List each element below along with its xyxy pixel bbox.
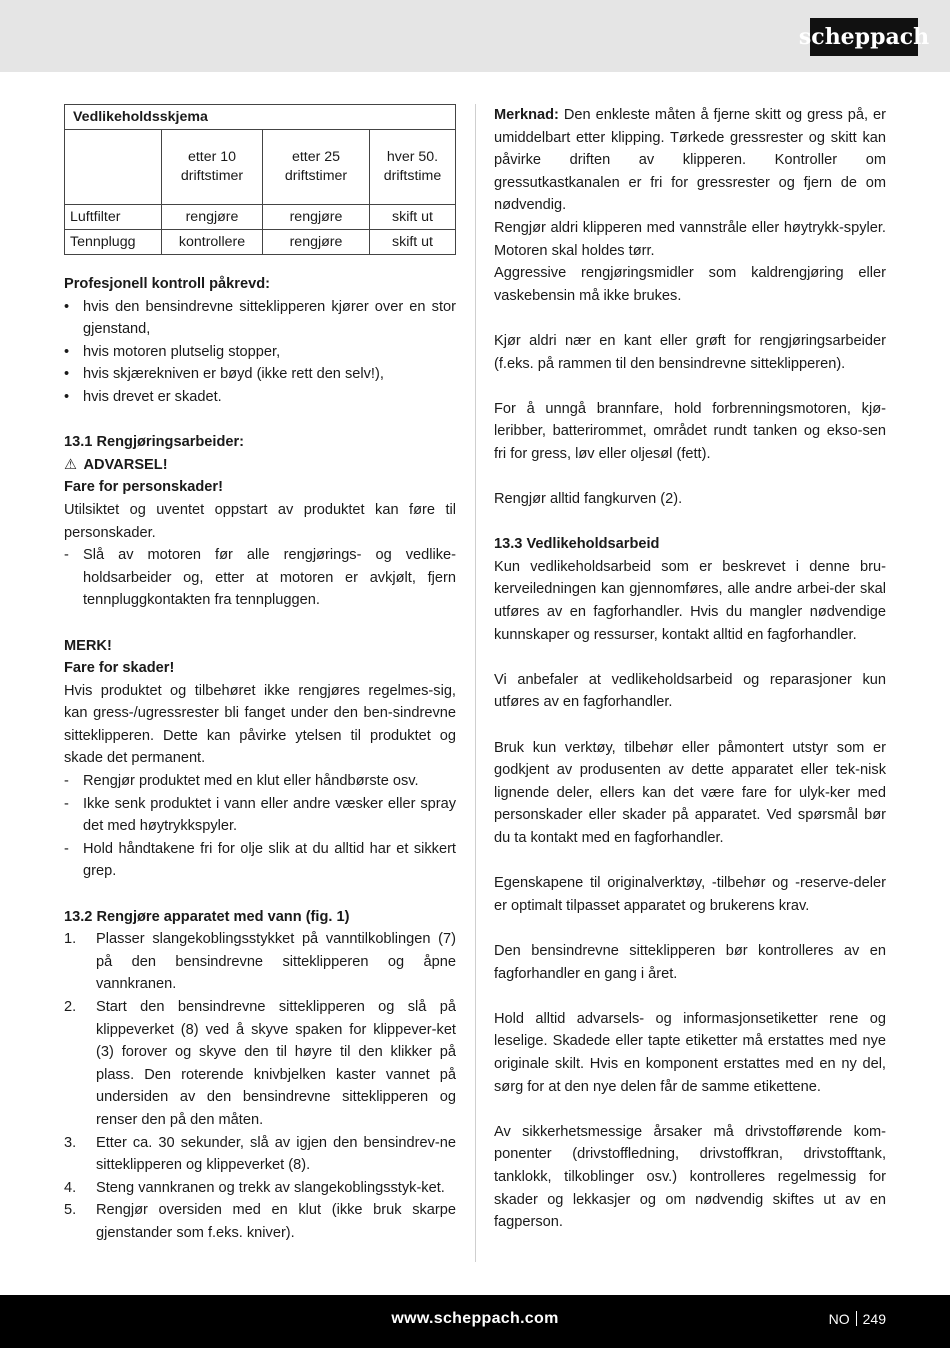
list-item bbox=[64, 996, 456, 1132]
table-cell: rengjøre bbox=[263, 230, 370, 255]
note-inline-text: Den enkleste måten å fjerne skitt og gress på, er umiddelbart etter klipping. Tørkede gressrester og skitt kan påvirke driften av klipperen. Kontroller om gressutkastkanalen er fri for gressrester og fjern de om nødvendig. bbox=[494, 107, 886, 214]
brand-logo: scheppach bbox=[810, 18, 918, 56]
list-item: - Rengjør produktet med en klut eller håndbørste osv. bbox=[64, 770, 456, 793]
list-item: - Slå av motoren før alle rengjørings- og vedlike-holdsarbeider og, etter at motoren er avkjølt, fjern tennpluggkontakten fra tennpluggen. bbox=[64, 544, 456, 612]
note-text: Hvis produktet og tilbehøret ikke rengjøres regelmes-sig, kan gress-/ugressrester bli fanget under den ben-sindrevne sitteklipperen. Dette kan påvirke ytelsen til produktet og skade det permanent. bbox=[64, 682, 456, 767]
pro-check-heading: Profesjonell kontroll påkrevd: bbox=[64, 276, 270, 292]
paragraph: Rengjør aldri klipperen med vannstråle eller høytrykk-spyler. Motoren skal holdes tørr. bbox=[494, 219, 886, 259]
step-number: 1. bbox=[64, 931, 77, 948]
list-item bbox=[64, 1199, 456, 1244]
warning-triangle-icon: ⚠ bbox=[64, 456, 78, 473]
table-cell: Luftfilter bbox=[65, 205, 162, 230]
list-item bbox=[64, 1132, 456, 1177]
paragraph: Hold alltid advarsels- og informasjonsetiketter rene og leselige. Skadede eller tapte etiketter må erstattes med nye originale skilt. Hvis en komponent erstattes med en ny del, sørg for at den nye delen får de samme etikettene. bbox=[494, 1010, 886, 1095]
list-item bbox=[64, 1177, 456, 1200]
paragraph: Kun vedlikeholdsarbeid som er beskrevet i denne bru-kerveiledningen kan gjennomføres, alle andre arbei-der skal utføres av en fagforhandler. Hvis du mangler nødvendige kunnskaper og ressurser, kontakt alltid en fagforhandler. bbox=[494, 558, 886, 643]
table-header-cell bbox=[65, 130, 162, 205]
step-number: 3. bbox=[64, 1134, 77, 1151]
section-13-3-heading: 13.3 Vedlikeholdsarbeid bbox=[494, 536, 660, 553]
table-cell: rengjøre bbox=[162, 205, 263, 230]
warning-text: Utilsiktet og uventet oppstart av produktet kan føre til personskader. bbox=[64, 501, 456, 541]
separator bbox=[856, 1311, 857, 1326]
table-row bbox=[65, 205, 456, 230]
warning-label bbox=[64, 454, 456, 477]
step-text: Start den bensindrevne sitteklipperen og slå på klippeverket (8) ved å skyve spaken for klippever-ket (3) forover og skyve den til høyre til den klikker på plass. Den roterende knivbjelken kaster vannet på undersiden av den bensindrevne sitteklipperen og renser den på den måten. bbox=[96, 999, 456, 1128]
pro-check-list bbox=[64, 296, 456, 409]
list-item: • hvis skjærekniven er bøyd (ikke rett den selv!), bbox=[64, 363, 456, 386]
list-item: - Hold håndtakene fri for olje slik at du alltid har et sikkert grep. bbox=[64, 838, 456, 883]
step-text: Steng vannkranen og trekk av slangekoblingsstyk-ket. bbox=[96, 1179, 445, 1196]
right-column bbox=[494, 104, 886, 1234]
left-column bbox=[64, 104, 456, 1245]
list-item: • hvis motoren plutselig stopper, bbox=[64, 341, 456, 364]
table-header-row bbox=[65, 130, 456, 205]
note-label: MERK! bbox=[64, 637, 112, 654]
note-paragraph bbox=[494, 104, 886, 217]
website-link[interactable]: www.scheppach.com bbox=[391, 1310, 559, 1327]
step-text: Plasser slangekoblingsstykket på vanntilkoblingen (7) på den bensindrevne sitteklipperen og åpne vannkranen. bbox=[96, 931, 456, 993]
table-header-cell: hver 50. driftstime bbox=[370, 130, 456, 205]
paragraph: For å unngå brannfare, hold forbrenningsmotoren, kjø-leribber, batterirommet, området rundt tanken og ekso-sen fri for gress, løv eller oljesøl (fett). bbox=[494, 400, 886, 462]
table-row bbox=[65, 230, 456, 255]
list-item: - Ikke senk produktet i vann eller andre væsker eller spray det med høytrykkspyler. bbox=[64, 793, 456, 838]
footer-bar bbox=[0, 1295, 950, 1348]
cleaning-steps bbox=[64, 928, 456, 1244]
maintenance-table bbox=[64, 104, 456, 255]
note-subheading: Fare for skader! bbox=[64, 660, 175, 677]
warning-list bbox=[64, 544, 456, 612]
note-inline-label: Merknad: bbox=[494, 107, 559, 123]
paragraph: Rengjør alltid fangkurven (2). bbox=[494, 491, 683, 508]
paragraph: Den bensindrevne sitteklipperen bør kontrolleres av en fagforhandler en gang i året. bbox=[494, 942, 886, 982]
table-cell: skift ut bbox=[370, 205, 456, 230]
language-code: NO bbox=[828, 1311, 850, 1327]
paragraph: Bruk kun verktøy, tilbehør eller påmontert utstyr som er godkjent av produsenten av dette apparatet eller tek-nisk lignende deler, ellers kan det være fare for ulyk-ker med personskader eller skader på apparatet. Ved spørsmål bør du ta kontakt med en fagforhandler. bbox=[494, 739, 886, 846]
page-number-value: 249 bbox=[862, 1311, 886, 1327]
section-13-2-heading: 13.2 Rengjøre apparatet med vann (fig. 1) bbox=[64, 908, 350, 925]
table-cell: rengjøre bbox=[263, 205, 370, 230]
paragraph: Av sikkerhetsmessige årsaker må drivstofførende kom-ponenter (drivstoffledning, drivstoffkran, drivstofftank, tanklokk, tilkoblinger osv.) kontrolleres regelmessig for skader og lekkasjer og om nødvendig skiftes ut av en fagperson. bbox=[494, 1123, 886, 1231]
table-title: Vedlikeholdsskjema bbox=[65, 105, 456, 130]
list-item: • hvis den bensindrevne sitteklipperen kjører over en stor gjenstand, bbox=[64, 296, 456, 341]
warning-label-text: ADVARSEL! bbox=[83, 456, 168, 473]
step-text: Etter ca. 30 sekunder, slå av igjen den bensindrev-ne sitteklipperen og klippeverket (8). bbox=[96, 1134, 456, 1174]
table-header-cell: etter 10 driftstimer bbox=[162, 130, 263, 205]
table-header-cell: etter 25 driftstimer bbox=[263, 130, 370, 205]
paragraph: Egenskapene til originalverktøy, -tilbehør og -reserve-deler er optimalt tilpasset apparatet og brukerens krav. bbox=[494, 875, 886, 914]
step-text: Rengjør oversiden med en klut (ikke bruk skarpe gjenstander som f.eks. kniver). bbox=[96, 1202, 456, 1241]
note-list bbox=[64, 770, 456, 883]
step-number: 5. bbox=[64, 1202, 77, 1219]
table-cell: kontrollere bbox=[162, 230, 263, 255]
list-item bbox=[64, 928, 456, 996]
paragraph: Vi anbefaler at vedlikeholdsarbeid og reparasjoner kun utføres av en fagforhandler. bbox=[494, 671, 886, 711]
section-13-1-heading: 13.1 Rengjøringsarbeider: bbox=[64, 434, 245, 451]
column-divider bbox=[475, 104, 476, 1262]
page-number bbox=[829, 1311, 886, 1327]
paragraph: Aggressive rengjøringsmidler som kaldrengjøring eller vaskebensin må ikke brukes. bbox=[494, 265, 886, 304]
header-bar bbox=[0, 0, 950, 72]
table-cell: skift ut bbox=[370, 230, 456, 255]
step-number: 2. bbox=[64, 999, 77, 1015]
list-item: • hvis drevet er skadet. bbox=[64, 386, 456, 409]
table-cell: Tennplugg bbox=[65, 230, 162, 255]
paragraph: Kjør aldri nær en kant eller grøft for rengjøringsarbeider (f.eks. på rammen til den bensindrevne sitteklipperen). bbox=[494, 332, 886, 372]
step-number: 4. bbox=[64, 1179, 77, 1196]
warning-subheading: Fare for personskader! bbox=[64, 479, 223, 496]
